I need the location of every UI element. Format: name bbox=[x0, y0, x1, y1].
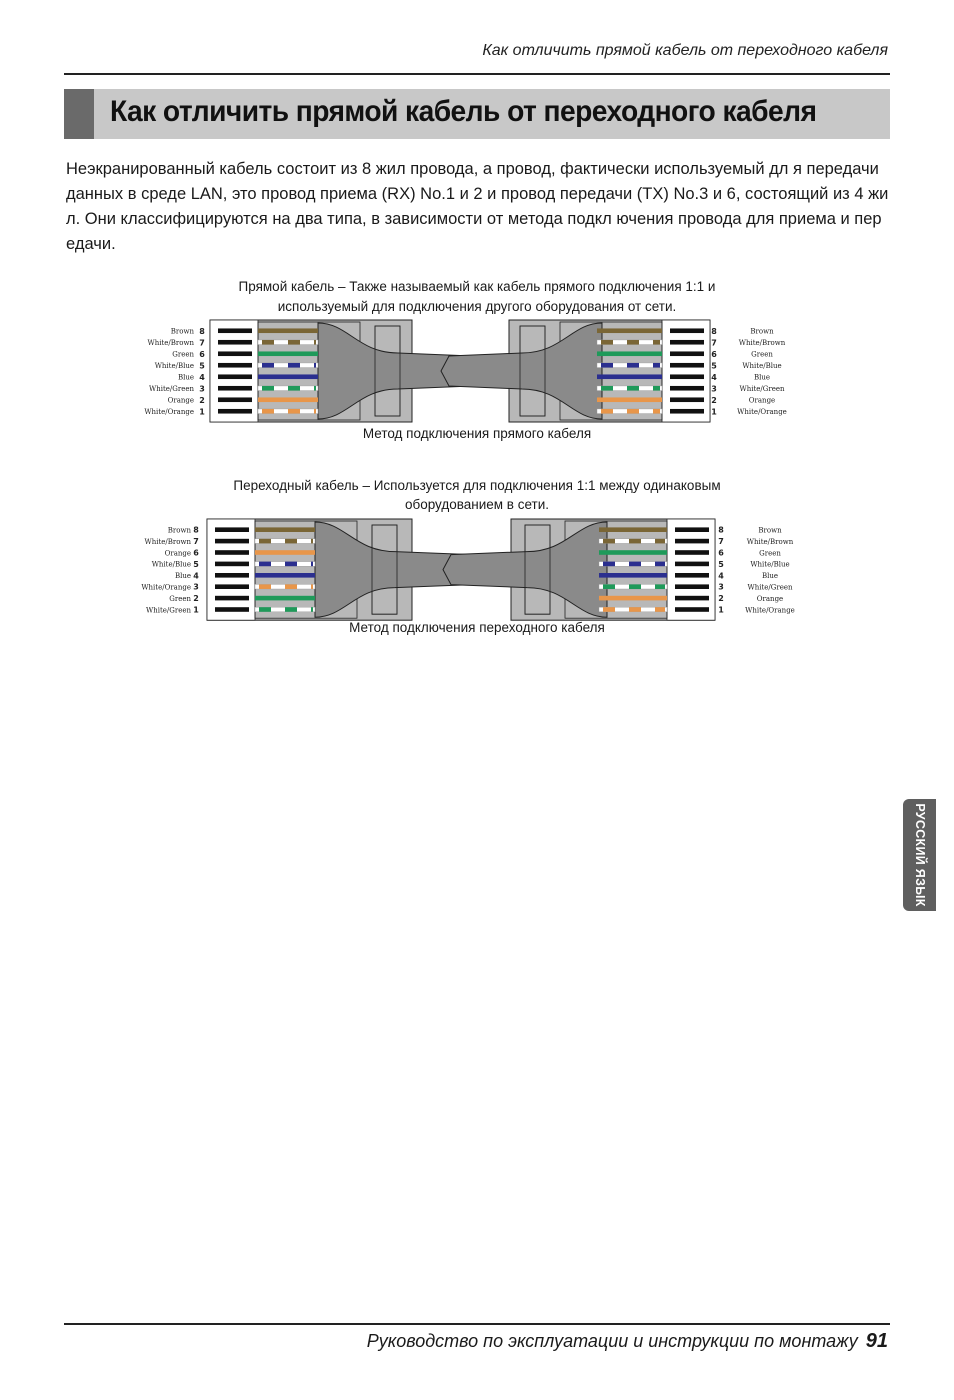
right-pin-7 bbox=[675, 607, 709, 612]
wire-1-stripe-2 bbox=[314, 340, 316, 345]
footer bbox=[367, 1330, 888, 1353]
left-pin-0 bbox=[218, 328, 252, 333]
right-pin-label-6: Orange bbox=[756, 594, 784, 603]
right-pin-label-4: Blue bbox=[753, 373, 771, 382]
left-pin-number-4: 4 bbox=[199, 372, 205, 382]
wire-6 bbox=[597, 397, 662, 402]
wire-5-stripe-1 bbox=[285, 584, 297, 589]
right-pin-0 bbox=[670, 328, 704, 333]
wire-3-stripe-2 bbox=[314, 363, 316, 368]
left-pin-1 bbox=[215, 539, 249, 544]
left-pin-label-0: Brown bbox=[167, 526, 191, 535]
left-pin-3 bbox=[218, 363, 252, 368]
footer-rule bbox=[64, 1323, 890, 1325]
right-pin-number-2: 6 bbox=[711, 349, 717, 359]
wire-3-stripe-0 bbox=[601, 363, 613, 368]
wire-1-stripe-2 bbox=[311, 539, 313, 544]
right-pin-number-7: 1 bbox=[718, 605, 724, 615]
page-number: 91 bbox=[865, 1330, 888, 1352]
right-pin-label-3: White/Blue bbox=[750, 560, 790, 569]
left-pin-label-4: Blue bbox=[174, 572, 191, 581]
right-pin-number-0: 8 bbox=[711, 326, 717, 336]
right-pin-7 bbox=[670, 409, 704, 414]
wire-5-stripe-2 bbox=[311, 584, 313, 589]
left-pin-label-4: Blue bbox=[177, 373, 194, 382]
wire-7-stripe-1 bbox=[288, 409, 300, 414]
wire-7-stripe-2 bbox=[655, 607, 665, 612]
right-pin-4 bbox=[675, 573, 709, 578]
wire-7-stripe-1 bbox=[629, 607, 641, 612]
right-pin-1 bbox=[675, 539, 709, 544]
straight-diagram-label: Метод подключения прямого кабеля bbox=[362, 426, 592, 441]
right-pin-number-4: 4 bbox=[718, 571, 724, 581]
right-pin-3 bbox=[675, 562, 709, 567]
wire-3-stripe-1 bbox=[285, 562, 297, 567]
right-pin-number-4: 4 bbox=[711, 372, 717, 382]
crossover-caption-line-2: оборудованием в сети. bbox=[404, 497, 550, 512]
right-pin-label-0: Brown bbox=[758, 526, 782, 535]
right-pin-zone bbox=[662, 320, 710, 422]
right-pin-number-5: 3 bbox=[711, 384, 717, 394]
left-pin-6 bbox=[218, 397, 252, 402]
left-pin-label-2: Green bbox=[172, 350, 194, 359]
right-pin-number-7: 1 bbox=[711, 407, 717, 417]
left-pin-2 bbox=[215, 550, 249, 555]
left-pin-number-6: 2 bbox=[199, 395, 205, 405]
left-pin-zone bbox=[210, 320, 258, 422]
wire-5-stripe-0 bbox=[259, 584, 271, 589]
right-pin-6 bbox=[670, 397, 704, 402]
wire-7-stripe-0 bbox=[601, 409, 613, 414]
right-pin-2 bbox=[670, 351, 704, 356]
wire-3-stripe-2 bbox=[655, 562, 665, 567]
language-side-tab bbox=[903, 799, 936, 911]
right-pin-label-2: Green bbox=[759, 549, 781, 558]
right-pin-label-0: Brown bbox=[750, 327, 774, 336]
straight-cable-diagram bbox=[0, 315, 954, 425]
crossover-cable-diagram bbox=[0, 514, 954, 620]
wire-5-stripe-2 bbox=[314, 386, 316, 391]
left-pin-5 bbox=[218, 386, 252, 391]
title-accent-block bbox=[64, 89, 94, 139]
left-pin-number-2: 6 bbox=[193, 548, 199, 558]
left-pin-number-7: 1 bbox=[199, 407, 205, 417]
right-pin-number-1: 7 bbox=[718, 537, 724, 547]
left-pin-number-2: 6 bbox=[199, 349, 205, 359]
left-pin-number-0: 8 bbox=[193, 525, 199, 535]
wire-6 bbox=[599, 596, 667, 601]
footer-text: Руководство по эксплуатации и инструкции по монтажу bbox=[366, 1331, 858, 1351]
right-pin-label-2: Green bbox=[751, 350, 773, 359]
wire-5-stripe-2 bbox=[653, 386, 660, 391]
left-pin-label-6: Orange bbox=[167, 396, 194, 405]
left-pin-number-1: 7 bbox=[199, 338, 205, 348]
right-pin-1 bbox=[670, 340, 704, 345]
right-pin-5 bbox=[670, 386, 704, 391]
wire-4 bbox=[258, 374, 318, 379]
right-pin-number-3: 5 bbox=[718, 559, 724, 569]
wire-3-stripe-1 bbox=[627, 363, 639, 368]
left-pin-label-6: Green bbox=[169, 594, 191, 603]
right-pin-number-6: 2 bbox=[711, 395, 717, 405]
right-pin-number-2: 6 bbox=[718, 548, 724, 558]
language-side-tab-label: РУССКИЙ ЯЗЫК bbox=[912, 803, 927, 907]
right-pin-label-4: Blue bbox=[761, 572, 779, 581]
intro-paragraph: Неэкранированный кабель состоит из 8 жил провода, а провод, фактически используемый дл я передачи данных в среде LAN, это провод приема (RX) No.1 и 2 и провод передачи (TX) No.3 и 6, состоящий из 4 жил. Они классифицируются на два типа, в зависимости от метода подкл ючения провода для приема и передачи. bbox=[66, 160, 889, 253]
left-pin-7 bbox=[215, 607, 249, 612]
right-pin-label-3: White/Blue bbox=[742, 362, 782, 371]
left-pin-label-5: White/Orange bbox=[141, 583, 191, 592]
left-pin-number-3: 5 bbox=[193, 559, 199, 569]
wire-2 bbox=[258, 351, 318, 356]
wire-1-stripe-2 bbox=[655, 539, 665, 544]
wire-7-stripe-2 bbox=[311, 607, 313, 612]
wire-2 bbox=[599, 550, 667, 555]
wire-3-stripe-0 bbox=[259, 562, 271, 567]
wire-0 bbox=[599, 527, 667, 532]
left-pin-number-1: 7 bbox=[193, 537, 199, 547]
wire-1-stripe-0 bbox=[601, 340, 613, 345]
left-pin-5 bbox=[215, 584, 249, 589]
wire-7-stripe-2 bbox=[653, 409, 660, 414]
left-pin-label-5: White/Green bbox=[149, 385, 194, 394]
right-pin-5 bbox=[675, 584, 709, 589]
wire-3-stripe-1 bbox=[629, 562, 641, 567]
left-pin-number-5: 3 bbox=[193, 582, 199, 592]
wire-3-stripe-2 bbox=[311, 562, 313, 567]
running-header: Как отличить прямой кабель от переходного кабеля bbox=[482, 42, 888, 59]
left-pin-label-3: White/Blue bbox=[151, 560, 191, 569]
wire-6 bbox=[255, 596, 315, 601]
wire-1-stripe-0 bbox=[603, 539, 615, 544]
left-pin-1 bbox=[218, 340, 252, 345]
left-pin-label-1: White/Brown bbox=[147, 339, 194, 348]
left-pin-4 bbox=[218, 374, 252, 379]
right-pin-number-3: 5 bbox=[711, 361, 717, 371]
left-pin-number-7: 1 bbox=[193, 605, 199, 615]
left-pin-label-2: Orange bbox=[164, 549, 191, 558]
right-pin-4 bbox=[670, 374, 704, 379]
left-pin-0 bbox=[215, 527, 249, 532]
right-pin-label-7: White/Orange bbox=[745, 606, 795, 615]
left-pin-label-1: White/Brown bbox=[144, 537, 191, 546]
right-pin-0 bbox=[675, 527, 709, 532]
right-pin-number-1: 7 bbox=[711, 338, 717, 348]
wire-5-stripe-1 bbox=[627, 386, 639, 391]
left-pin-label-3: White/Blue bbox=[154, 362, 194, 371]
wire-3-stripe-0 bbox=[262, 363, 274, 368]
left-pin-number-3: 5 bbox=[199, 361, 205, 371]
right-pin-label-6: Orange bbox=[748, 396, 776, 405]
right-pin-label-1: White/Brown bbox=[746, 537, 794, 546]
wire-0 bbox=[597, 328, 662, 333]
wire-2 bbox=[597, 351, 662, 356]
right-pin-3 bbox=[670, 363, 704, 368]
wire-3-stripe-0 bbox=[603, 562, 615, 567]
left-pin-6 bbox=[215, 596, 249, 601]
left-pin-3 bbox=[215, 562, 249, 567]
right-pin-number-6: 2 bbox=[718, 594, 724, 604]
right-pin-label-1: White/Brown bbox=[738, 339, 786, 348]
wire-7-stripe-0 bbox=[603, 607, 615, 612]
left-pin-zone bbox=[207, 519, 255, 620]
left-pin-label-0: Brown bbox=[170, 327, 194, 336]
wire-5-stripe-2 bbox=[655, 584, 665, 589]
right-pin-6 bbox=[675, 596, 709, 601]
wire-1-stripe-1 bbox=[288, 340, 300, 345]
right-pin-number-0: 8 bbox=[718, 525, 724, 535]
left-pin-label-7: White/Green bbox=[146, 606, 191, 615]
left-pin-7 bbox=[218, 409, 252, 414]
wire-5-stripe-1 bbox=[288, 386, 300, 391]
wire-1-stripe-1 bbox=[285, 539, 297, 544]
wire-7-stripe-1 bbox=[285, 607, 297, 612]
wire-7-stripe-0 bbox=[262, 409, 274, 414]
left-pin-label-7: White/Orange bbox=[144, 408, 194, 417]
header-rule bbox=[64, 73, 890, 75]
crossover-caption-line-1: Переходный кабель – Используется для подключения 1:1 между одинаковым bbox=[233, 478, 721, 493]
section-title: Как отличить прямой кабель от переходного кабеля bbox=[110, 95, 817, 128]
wire-7-stripe-0 bbox=[259, 607, 271, 612]
left-pin-4 bbox=[215, 573, 249, 578]
wire-4 bbox=[599, 573, 667, 578]
wire-1-stripe-0 bbox=[262, 340, 274, 345]
wire-7-stripe-2 bbox=[314, 409, 316, 414]
section-title-bar bbox=[64, 89, 890, 139]
wire-5-stripe-0 bbox=[603, 584, 615, 589]
left-pin-number-0: 8 bbox=[199, 326, 205, 336]
wire-5-stripe-0 bbox=[601, 386, 613, 391]
wire-4 bbox=[597, 374, 662, 379]
wire-5-stripe-1 bbox=[629, 584, 641, 589]
right-pin-label-7: White/Orange bbox=[737, 408, 787, 417]
right-pin-label-5: White/Green bbox=[747, 583, 793, 592]
wire-7-stripe-1 bbox=[627, 409, 639, 414]
wire-2 bbox=[255, 550, 315, 555]
wire-3-stripe-2 bbox=[653, 363, 660, 368]
left-pin-number-4: 4 bbox=[193, 571, 199, 581]
straight-caption-line-1: Прямой кабель – Также называемый как кабель прямого подключения 1:1 и bbox=[238, 279, 716, 294]
right-pin-zone bbox=[667, 519, 715, 620]
crossover-diagram-label: Метод подключения переходного кабеля bbox=[349, 620, 605, 635]
left-pin-2 bbox=[218, 351, 252, 356]
right-pin-label-5: White/Green bbox=[739, 385, 785, 394]
right-pin-2 bbox=[675, 550, 709, 555]
wire-0 bbox=[258, 328, 318, 333]
wire-1-stripe-2 bbox=[653, 340, 660, 345]
wire-5-stripe-0 bbox=[262, 386, 274, 391]
straight-caption-line-2: используемый для подключения другого оборудования от сети. bbox=[277, 299, 677, 314]
wire-1-stripe-1 bbox=[627, 340, 639, 345]
wire-0 bbox=[255, 527, 315, 532]
right-pin-number-5: 3 bbox=[718, 582, 724, 592]
wire-6 bbox=[258, 397, 318, 402]
wire-1-stripe-0 bbox=[259, 539, 271, 544]
wire-4 bbox=[255, 573, 315, 578]
wire-1-stripe-1 bbox=[629, 539, 641, 544]
wire-3-stripe-1 bbox=[288, 363, 300, 368]
left-pin-number-5: 3 bbox=[199, 384, 205, 394]
left-pin-number-6: 2 bbox=[193, 594, 199, 604]
